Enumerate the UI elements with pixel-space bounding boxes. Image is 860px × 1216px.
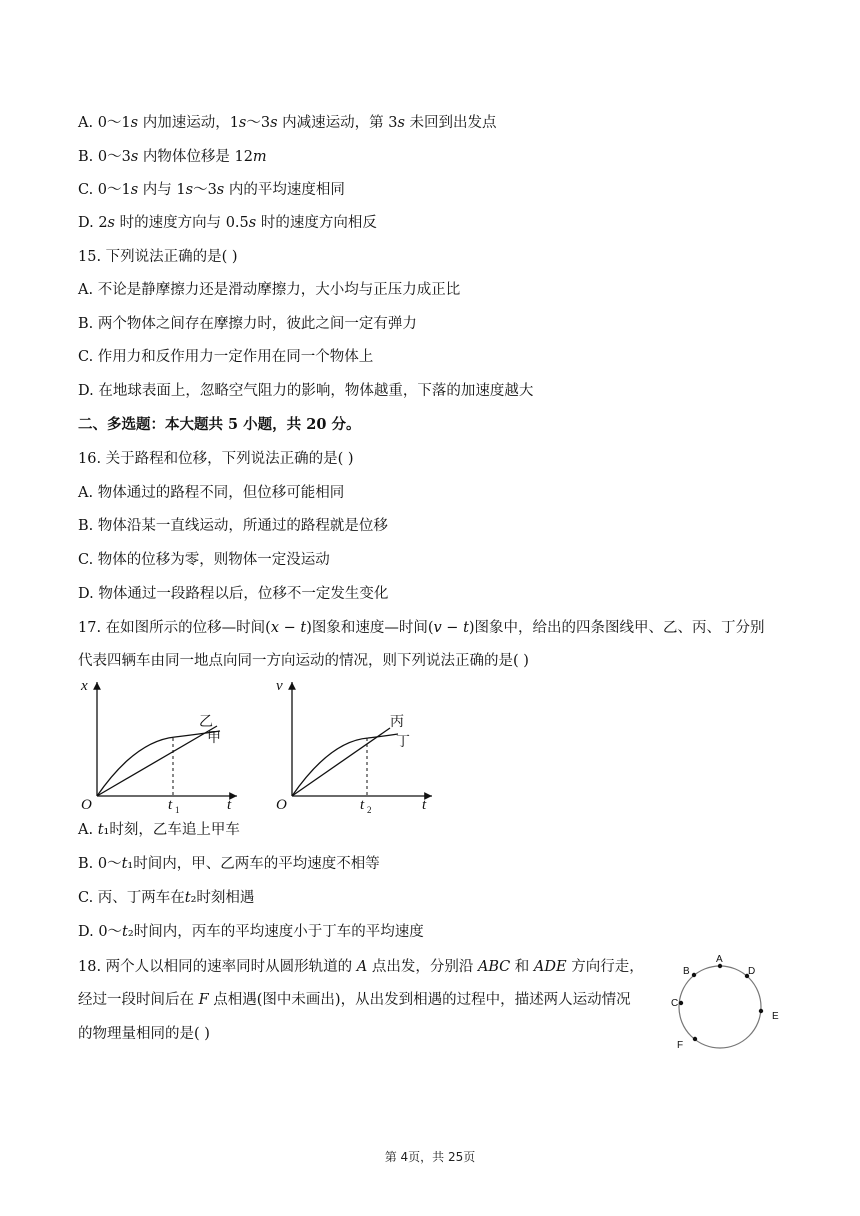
circle-label-c: C: [671, 998, 679, 1009]
text-line-q17_a: A. 𝑡₁时刻，乙车追上甲车: [78, 822, 240, 838]
vt-tick-sub: 2: [367, 805, 372, 815]
page-footer: 第 4页，共 25页: [384, 1150, 476, 1164]
circle-track-figure: [670, 955, 790, 1060]
text-line-q16_b: B. 物体沿某一直线运动，所通过的路程就是位移: [78, 518, 388, 534]
text-line-q16_d: D. 物体通过一段路程以后，位移不一定发生变化: [78, 586, 389, 602]
xt-line-straight: [97, 726, 217, 796]
circle-label-a: A: [716, 955, 723, 965]
xt-line1-label: 乙: [199, 714, 213, 730]
xt-line-curve: [97, 731, 220, 796]
circle-point-e: [759, 1009, 763, 1013]
text-line-q15: 15. 下列说法正确的是( ): [78, 249, 238, 265]
circle-points: [671, 955, 779, 1051]
circle-point-f: [693, 1037, 697, 1041]
xt-line2-label: 甲: [207, 730, 221, 746]
text-line-section2: 二、多选题：本大题共 5 小题，共 20 分。: [78, 416, 361, 433]
vt-y-label: v: [276, 678, 283, 694]
text-line-q17_l2: 代表四辆车由同一地点向同一方向运动的情况，则下列说法正确的是( ): [78, 653, 529, 669]
vt-tick-label: t: [360, 797, 365, 813]
text-line-q14_c: C. 0～1𝑠 内与 1𝑠～3𝑠 内的平均速度相同: [78, 182, 345, 198]
vt-graph: [270, 676, 445, 816]
text-line-q14_d: D. 2𝑠 时的速度方向与 0.5𝑠 时的速度方向相反: [78, 215, 377, 231]
text-line-q14_b: B. 0～3𝑠 内物体位移是 12𝑚: [78, 149, 267, 165]
text-line-q15_d: D. 在地球表面上，忽略空气阻力的影响，物体越重，下落的加速度越大: [78, 383, 534, 399]
vt-x-label: t: [422, 797, 427, 813]
text-line-q17_l1: 17. 在如图所示的位移—时间(𝑥 − 𝑡)图象和速度—时间(𝑣 − 𝑡)图象中，给出的四条图线甲、乙、丙、丁分别: [78, 620, 765, 636]
xt-origin-label: O: [81, 797, 92, 813]
text-line-q15_b: B. 两个物体之间存在摩擦力时，彼此之间一定有弹力: [78, 316, 417, 332]
text-line-q16: 16. 关于路程和位移，下列说法正确的是( ): [78, 451, 354, 467]
vt-line2-label: 丁: [396, 734, 410, 750]
text-line-q18_l2: 经过一段时间后在 𝐹 点相遇(图中未画出)，从出发到相遇的过程中，描述两人运动情况: [78, 992, 631, 1008]
vt-origin-label: O: [276, 797, 287, 813]
circle-label-d: D: [748, 966, 756, 977]
text-line-q16_a: A. 物体通过的路程不同，但位移可能相同: [78, 485, 345, 501]
text-line-q18_l1: 18. 两个人以相同的速率同时从圆形轨道的 𝐴 点出发，分别沿 𝐴𝐵𝐶 和 𝐴𝐷𝐸 方向行走，: [78, 959, 644, 975]
vt-line-straight: [292, 728, 390, 796]
circle-point-c: [679, 1001, 683, 1005]
text-line-q15_c: C. 作用力和反作用力一定作用在同一个物体上: [78, 349, 374, 365]
xt-y-label: x: [81, 678, 88, 694]
circle-label-e: E: [772, 1011, 779, 1022]
text-line-q17_d: D. 0～𝑡₂时间内，丙车的平均速度小于丁车的平均速度: [78, 924, 424, 940]
xt-tick-label: t: [168, 797, 173, 813]
circle-track: [679, 966, 761, 1048]
xt-graph: [75, 676, 250, 816]
vt-line-curve: [292, 734, 398, 796]
circle-label-b: B: [683, 966, 690, 977]
text-line-q17_b: B. 0～𝑡₁时间内，甲、乙两车的平均速度不相等: [78, 856, 380, 872]
xt-tick-sub: 1: [175, 805, 180, 815]
xt-x-label: t: [227, 797, 232, 813]
text-line-q18_l3: 的物理量相同的是( ): [78, 1026, 210, 1042]
text-line-q15_a: A. 不论是静摩擦力还是滑动摩擦力，大小均与正压力成正比: [78, 282, 461, 298]
text-line-q16_c: C. 物体的位移为零，则物体一定没运动: [78, 552, 330, 568]
circle-point-b: [692, 973, 696, 977]
text-line-q14_a: A. 0～1𝑠 内加速运动，1𝑠～3𝑠 内减速运动，第 3𝑠 未回到出发点: [78, 115, 497, 131]
text-line-q17_c: C. 丙、丁两车在𝑡₂时刻相遇: [78, 890, 255, 906]
vt-line1-label: 丙: [390, 714, 404, 730]
circle-label-f: F: [677, 1040, 684, 1051]
